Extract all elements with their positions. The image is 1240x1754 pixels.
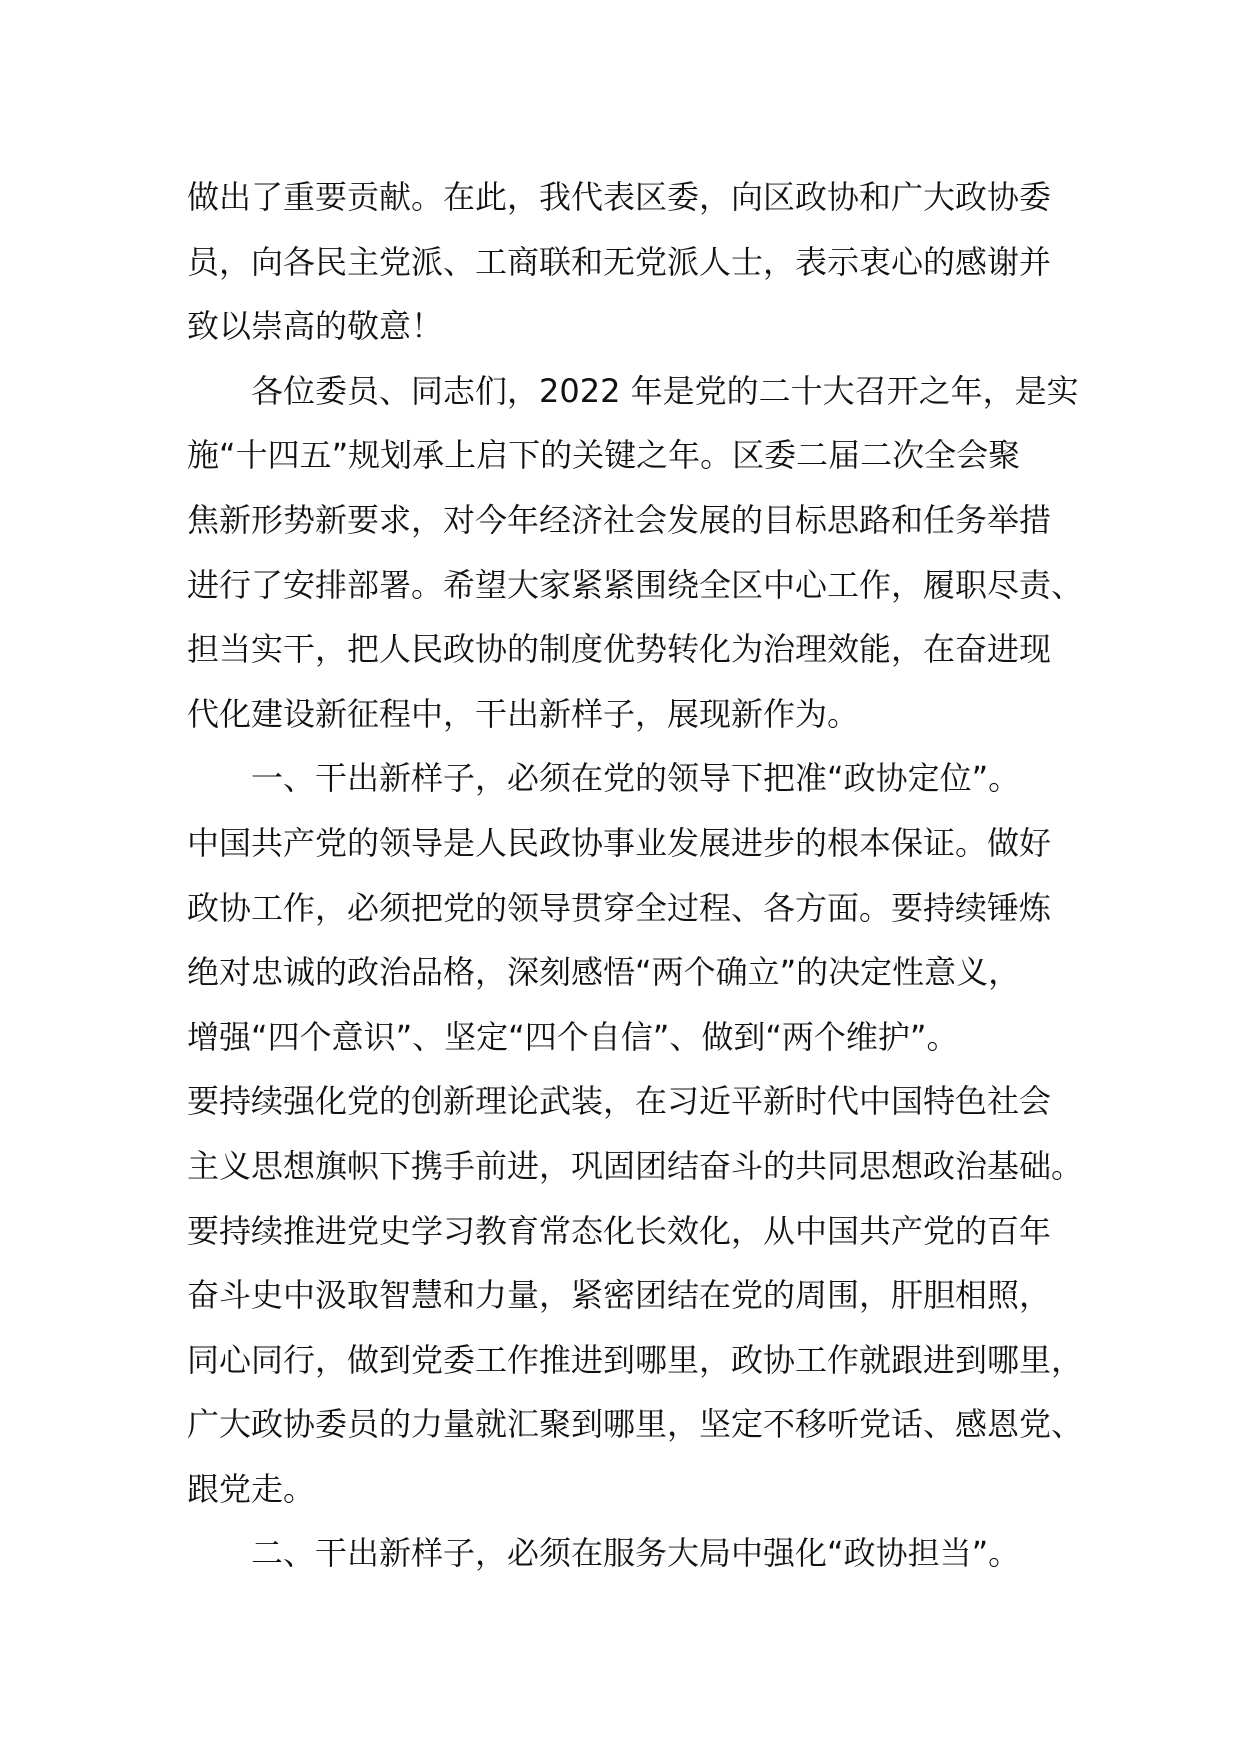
text-line: 跟党走。	[187, 1469, 316, 1508]
text-line: 增强“四个意识”、坚定“四个自信”、做到“两个维护”。	[187, 1017, 959, 1056]
text-line: 广大政协委员的力量就汇聚到哪里，坚定不移听党话、感恩党、	[187, 1405, 1084, 1444]
text-line: 要持续推进党史学习教育常态化长效化，从中国共产党的百年	[187, 1211, 1052, 1250]
text-line: 同心同行，做到党委工作推进到哪里，政协工作就跟进到哪里，	[187, 1340, 1084, 1379]
text-line: 要持续强化党的创新理论武装，在习近平新时代中国特色社会	[187, 1082, 1052, 1121]
section-heading-2: 二、干出新样子，必须在服务大局中强化“政协担当”。	[251, 1534, 1021, 1573]
paragraph-start-line: 各位委员、同志们，2022 年是党的二十大召开之年，是实	[251, 371, 1079, 410]
text-line: 中国共产党的领导是人民政协事业发展进步的根本保证。做好	[187, 823, 1052, 862]
text-line: 奋斗史中汲取智慧和力量，紧密团结在党的周围，肝胆相照，	[187, 1276, 1052, 1315]
text-line: 焦新形势新要求，对今年经济社会发展的目标思路和任务举措	[187, 500, 1052, 539]
text-line: 员，向各民主党派、工商联和无党派人士，表示衷心的感谢并	[187, 242, 1052, 281]
section-heading-1: 一、干出新样子，必须在党的领导下把准“政协定位”。	[251, 759, 1021, 798]
text-line: 致以崇高的敬意！	[187, 307, 444, 346]
text-line: 绝对忠诚的政治品格，深刻感悟“两个确立”的决定性意义，	[187, 953, 1021, 992]
text-line: 担当实干，把人民政协的制度优势转化为治理效能，在奋进现	[187, 630, 1052, 669]
text-line: 进行了安排部署。希望大家紧紧围绕全区中心工作，履职尽责、	[187, 565, 1084, 604]
body-text	[187, 165, 1087, 1586]
text-line: 做出了重要贡献。在此，我代表区委，向区政协和广大政协委	[187, 178, 1052, 216]
text-line: 政协工作，必须把党的领导贯穿全过程、各方面。要持续锤炼	[187, 888, 1052, 927]
text-line: 代化建设新征程中，干出新样子，展现新作为。	[187, 694, 860, 733]
text-line: 施“十四五”规划承上启下的关键之年。区委二届二次全会聚	[187, 436, 1021, 475]
text-line: 主义思想旗帜下携手前进，巩固团结奋斗的共同思想政治基础。	[187, 1146, 1084, 1185]
